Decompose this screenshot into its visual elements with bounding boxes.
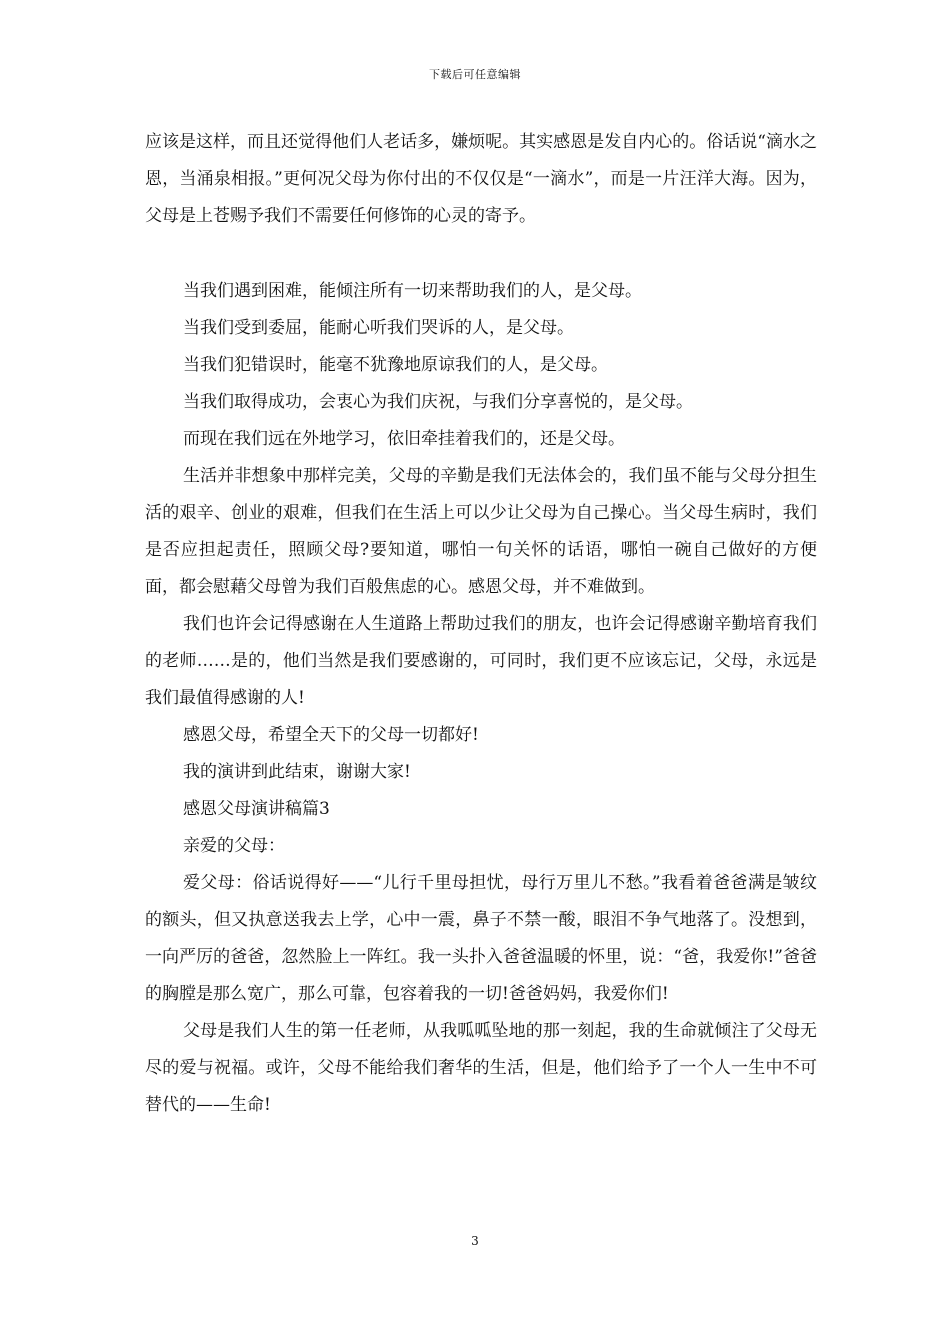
paragraph: 当我们遇到困难，能倾注所有一切来帮助我们的人，是父母。 — [183, 281, 642, 301]
section-title: 感恩父母演讲稿篇3 — [183, 799, 330, 819]
paragraph: 当我们取得成功，会衷心为我们庆祝，与我们分享喜悦的，是父母。 — [183, 392, 693, 412]
paragraph: 我的演讲到此结束，谢谢大家! — [183, 762, 411, 782]
paragraph: 感恩父母，希望全天下的父母一切都好! — [183, 725, 479, 745]
salutation: 亲爱的父母： — [183, 836, 285, 856]
paragraph-gap — [145, 235, 817, 273]
paragraph: 爱父母：俗话说得好——“儿行千里母担忧，母行万里儿不愁。”我看着爸爸满是皱纹的额头，但又执意送我去上学，心中一震，鼻子不禁一酸，眼泪不争气地落了。没想到，一向严厉的爸爸，忽然脸上一阵红。我一头扑入爸爸温暖的怀里，说：“爸，我爱你!”爸爸的胸膛是那么宽广，那么可靠，包容着我的一切!爸爸妈妈，我爱你们! — [145, 873, 817, 1004]
paragraph: 我们也许会记得感谢在人生道路上帮助过我们的朋友，也许会记得感谢辛勤培育我们的老师……是的，他们当然是我们要感谢的，可同时，我们更不应该忘记，父母，永远是我们最值得感谢的人! — [145, 614, 817, 708]
paragraph: 当我们受到委屈，能耐心听我们哭诉的人，是父母。 — [183, 318, 574, 338]
paragraph-continuation: 应该是这样，而且还觉得他们人老话多，嫌烦呢。其实感恩是发自内心的。俗话说“滴水之恩，当涌泉相报。”更何况父母为你付出的不仅仅是“一滴水”，而是一片汪洋大海。因为，父母是上苍赐予我们不需要任何修饰的心灵的寄予。 — [145, 132, 817, 226]
paragraph: 而现在我们远在外地学习，依旧牵挂着我们的，还是父母。 — [183, 429, 625, 449]
document-body — [145, 124, 817, 1124]
paragraph: 生活并非想象中那样完美，父母的辛勤是我们无法体会的，我们虽不能与父母分担生活的艰辛、创业的艰难，但我们在生活上可以少让父母为自己操心。当父母生病时，我们是否应担起责任，照顾父母?要知道，哪怕一句关怀的话语，哪怕一碗自己做好的方便面，都会慰藉父母曾为我们百般焦虑的心。感恩父母，并不难做到。 — [145, 466, 817, 597]
paragraph: 当我们犯错误时，能毫不犹豫地原谅我们的人，是父母。 — [183, 355, 608, 375]
page-header: 下载后可任意编辑 — [429, 68, 521, 81]
page-number: 3 — [471, 1234, 479, 1248]
paragraph: 父母是我们人生的第一任老师，从我呱呱坠地的那一刻起，我的生命就倾注了父母无尽的爱与祝福。或许，父母不能给我们奢华的生活，但是，他们给予了一个人一生中不可替代的——生命! — [145, 1021, 817, 1115]
